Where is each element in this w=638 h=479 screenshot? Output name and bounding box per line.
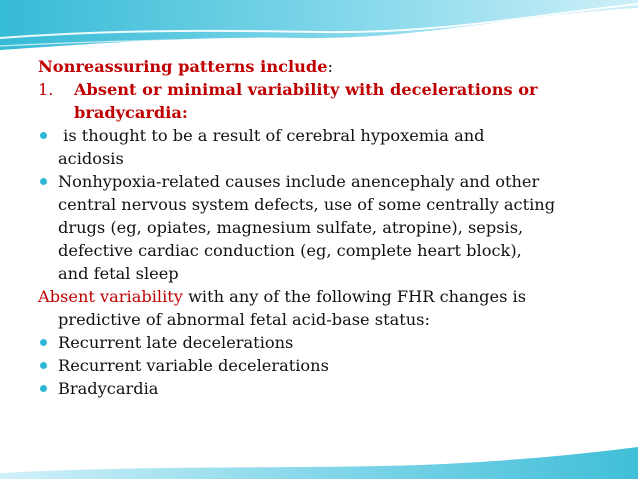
heading-label: Nonreassuring patterns include bbox=[38, 57, 328, 76]
slide-content bbox=[38, 55, 598, 400]
list-item-line: acidosis bbox=[58, 149, 124, 168]
paragraph bbox=[38, 285, 598, 331]
paragraph-line: predictive of abnormal fetal acid-base status: bbox=[58, 310, 430, 329]
list-item-line: drugs (eg, opiates, magnesium sulfate, atropine), sepsis, bbox=[58, 218, 524, 237]
highlight-text: Absent variability bbox=[38, 287, 183, 306]
bullet-icon bbox=[40, 339, 47, 346]
numbered-item-text bbox=[74, 78, 538, 124]
list-item-line: Nonhypoxia-related causes include anencephaly and other bbox=[58, 172, 540, 191]
numbered-item-line: Absent or minimal variability with decelerations or bbox=[74, 80, 538, 99]
bullet-icon bbox=[40, 362, 47, 369]
list-item-line: is thought to be a result of cerebral hypoxemia and bbox=[58, 126, 485, 145]
section-heading bbox=[38, 55, 598, 78]
list-item-label: Bradycardia bbox=[58, 379, 159, 398]
list-item-line: central nervous system defects, use of some centrally acting bbox=[58, 195, 556, 214]
item-number: 1. bbox=[38, 80, 54, 99]
bullet-icon bbox=[40, 178, 47, 185]
heading-colon: : bbox=[327, 57, 333, 76]
list-item bbox=[38, 354, 598, 377]
paragraph-line bbox=[38, 285, 598, 308]
list-item bbox=[38, 377, 598, 400]
list-item-label: Recurrent variable decelerations bbox=[58, 356, 329, 375]
bullet-icon bbox=[40, 385, 47, 392]
list-item bbox=[38, 331, 598, 354]
bottom-wave-decoration bbox=[0, 443, 638, 479]
numbered-item bbox=[38, 78, 598, 124]
list-item bbox=[38, 124, 598, 170]
list-item-label: Recurrent late decelerations bbox=[58, 333, 294, 352]
list-item-line: defective cardiac conduction (eg, complete heart block), bbox=[58, 241, 522, 260]
list-item-line: and fetal sleep bbox=[58, 264, 179, 283]
paragraph-text: with any of the following FHR changes is bbox=[182, 287, 527, 306]
bullet-icon bbox=[40, 132, 47, 139]
top-wave-decoration bbox=[0, 0, 638, 60]
list-item bbox=[38, 170, 598, 285]
numbered-item-line: bradycardia: bbox=[74, 103, 188, 122]
